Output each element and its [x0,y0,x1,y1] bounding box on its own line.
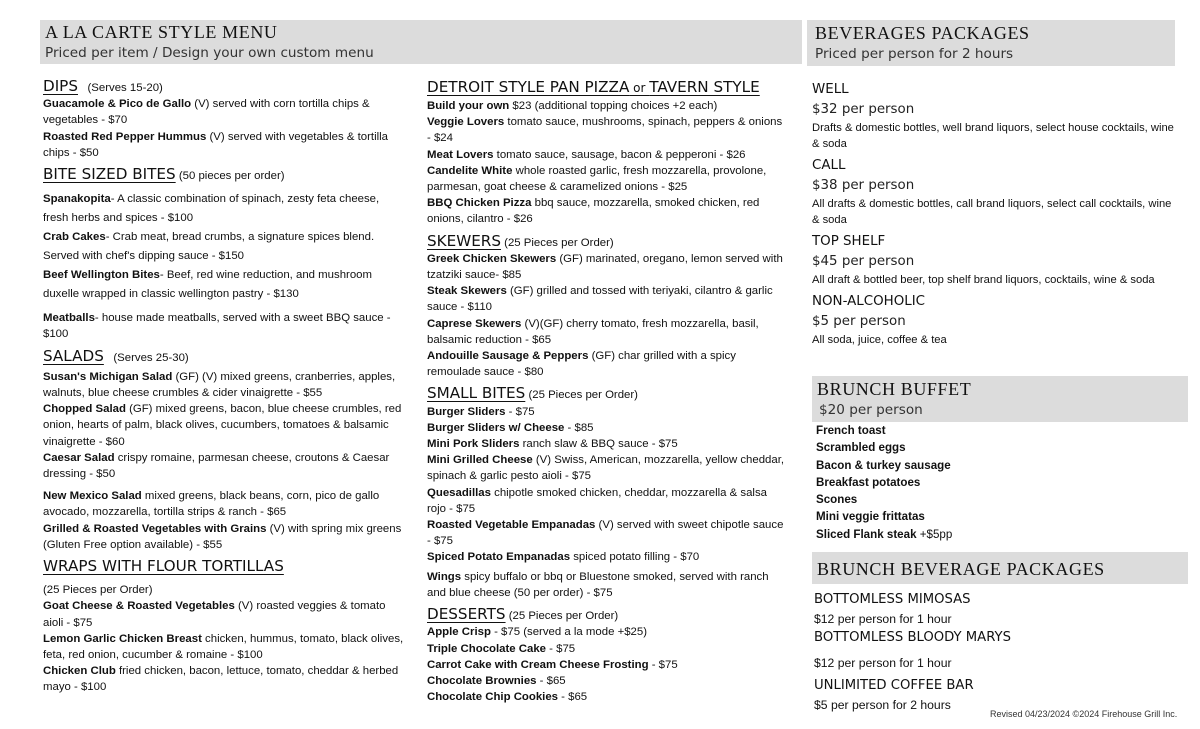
menu-item [427,251,787,283]
item-name: Spiced Potato Empanadas [427,551,571,564]
item-desc: tomato sauce, mushrooms, spinach, peppers & onions - $24 [427,116,783,145]
item-desc: (V) roasted veggies & tomato aioli - $75 [43,600,386,629]
package-well [812,80,1177,152]
item-desc: - $75 (served a la mode +$25) [490,626,648,639]
item-desc: - $65 [558,691,588,704]
menu-item [427,641,787,657]
brunch-upcharge: +$5pp [916,527,953,541]
menu-item [427,673,787,689]
menu-item [427,452,787,484]
package-non-alcoholic [812,292,1177,348]
item-desc: crispy romaine, parmesan cheese, croutons & Caesar dressing - $50 [43,451,390,481]
section-title: SKEWERS [427,231,502,250]
menu-item [427,348,787,380]
package-name: BOTTOMLESS BLOODY MARYS [814,630,1011,645]
brunch-item: Breakfast potatoes [816,475,921,489]
item-desc: - house made meatballs, served with a sweet BBQ sauce - $100 [43,312,391,341]
package-desc: Drafts & domestic bottles, well brand liquors, select house cocktails, wine & soda [812,122,1174,150]
alacarte-subtitle: Priced per item / Design your own custom menu [45,45,374,61]
item-name: Caprese Skewers [427,317,522,330]
menu-item [43,663,405,695]
brunch-header [812,376,1188,422]
pizza-title-or: or [629,81,650,95]
menu-item [427,163,787,195]
item-name: Candelite White [427,164,513,177]
item-name: BBQ Chicken Pizza [427,197,532,210]
item-desc: (GF) grilled and tossed with teriyaki, cilantro & garlic sauce - $110 [427,285,773,314]
item-name: Chocolate Chip Cookies [427,691,559,704]
item-name: Roasted Vegetable Empanadas [427,519,596,532]
bites-section [43,164,405,343]
wraps-section [43,556,405,696]
item-desc: fried chicken, bacon, lettuce, tomato, cheddar & herbed mayo - $100 [43,665,399,694]
section-title: BITE SIZED BITES [43,165,176,184]
package-price: $12 per person for 1 hour [814,612,952,626]
menu-item [427,485,787,517]
item-name: Chopped Salad [43,403,126,416]
beverages-header [807,20,1175,66]
item-desc: mixed greens, black beans, corn, pico de gallo avocado, mozzarella, tortilla strips & ranch - $65 [43,490,380,519]
menu-item [43,266,405,304]
item-name: Carrot Cake with Cream Cheese Frosting [427,658,649,671]
item-name: Apple Crisp [427,626,491,639]
package-desc: All draft & bottled beer, top shelf brand liquors, cocktails, wine & soda [812,274,1155,286]
brunch-item: Bacon & turkey sausage [816,458,951,472]
item-desc: $23 (additional topping choices +2 each) [509,100,718,112]
brunch-items-list [816,422,1176,543]
item-desc: chipotle smoked chicken, cheddar, mozzarella & salsa rojo - $75 [427,486,767,515]
menu-item [427,624,787,640]
menu-item [427,195,787,227]
item-desc: (V) with spring mix greens (Gluten Free option available) - $55 [43,522,402,551]
item-name: Build your own [427,100,510,112]
package-price: $38 per person [812,178,915,193]
package-call [812,156,1177,228]
item-desc: - $65 [536,674,566,687]
brunch-item: French toast [816,424,886,437]
menu-item [43,369,405,401]
brunch-item-flank [816,526,1176,543]
package-top-shelf [812,232,1177,288]
section-title [427,78,760,96]
menu-item [43,310,405,342]
item-desc: (V) Swiss, American, mozzarella, yellow cheddar, spinach & garlic pesto aioli - $75 [427,454,785,483]
brunch-bev-bloody-marys [814,628,1174,672]
item-desc: - $75 [505,405,535,418]
item-name: Caesar Salad [43,451,115,464]
menu-item [43,129,405,161]
alacarte-header [40,20,802,64]
menu-column-left [43,76,405,697]
package-price: $5 per person for 2 hours [814,698,951,712]
package-price: $32 per person [812,102,915,117]
menu-item [427,404,787,420]
menu-item [427,436,787,452]
item-desc: (GF) char grilled with a spicy remoulade sauce - $80 [427,350,736,379]
brunch-item: Scrambled eggs [816,441,906,455]
section-title: SALADS [43,346,104,365]
item-name: Grilled & Roasted Vegetables with Grains [43,522,267,535]
brunch-subtitle: $20 per person [819,402,923,418]
menu-item [427,316,787,348]
item-desc: spicy buffalo or bbq or Bluestone smoked, served with ranch and blue cheese (50 per order) - $75 [427,570,769,599]
item-name: Crab Cakes [43,231,106,244]
brunch-beverage-title: BRUNCH BEVERAGE PACKAGES [817,559,1105,579]
item-desc: - A classic combination of spinach, zesty feta cheese, fresh herbs and spices - $100 [43,193,380,225]
section-note: (25 Pieces per Order) [501,236,614,249]
item-name: Andouille Sausage & Peppers [427,350,589,363]
menu-item [427,420,787,436]
item-desc: - Beef, red wine reduction, and mushroom duxelle wrapped in classic wellington pastry - $130 [43,269,372,301]
item-desc: (V) served with vegetables & tortilla chips - $50 [43,130,389,159]
brunch-item: Scones [816,493,858,507]
menu-item [43,450,405,482]
small-bites-section [427,383,787,601]
item-desc: (V) served with corn tortilla chips & vegetables - $70 [43,98,370,127]
skewers-section [427,231,787,381]
item-desc: (GF) (V) mixed greens, cranberries, apples, walnuts, blue cheese crumbles & cider vinaigrette - $55 [43,370,396,400]
brunch-beverage-header [812,552,1188,584]
package-name: TOP SHELF [812,234,886,249]
menu-item [427,569,787,601]
alacarte-title: A LA CARTE STYLE MENU [45,22,278,42]
pizza-title-a: DETROIT STYLE PAN PIZZA [427,78,630,96]
section-note [81,82,163,94]
item-desc: spiced potato filling - $70 [570,551,700,564]
section-note: (50 pieces per order) [175,170,285,183]
section-note [107,352,189,364]
package-desc: All soda, juice, coffee & tea [812,334,947,346]
item-name: Mini Pork Sliders [427,438,520,451]
section-note: (25 Pieces per Order) [43,584,153,597]
item-name: Lemon Garlic Chicken Breast [43,632,202,645]
menu-item [43,401,405,450]
item-name: Susan's Michigan Salad [43,370,173,383]
item-desc: (GF) marinated, oregano, lemon served with tzatziki sauce- $85 [427,252,783,282]
item-desc: - Crab meat, bread crumbs, a signature spices blend. Served with chef's dipping sauce - $150 [43,231,375,263]
item-desc: chicken, hummus, tomato, black olives, feta, red onion, cucumber & romaine - $100 [43,632,404,662]
item-name: Goat Cheese & Roasted Vegetables [43,600,235,613]
item-desc: whole roasted garlic, fresh mozzarella, provolone, parmesan, goat cheese & caramelized onions - $25 [427,164,767,194]
menu-item [43,521,405,553]
item-name: Chicken Club [43,665,116,678]
dips-section [43,76,405,161]
menu-item [427,114,787,146]
revision-footer: Revised 04/23/2024 ©2024 Firehouse Grill Inc. [990,709,1178,719]
package-price: $45 per person [812,254,915,269]
item-name: Veggie Lovers [427,116,505,129]
menu-item [427,283,787,315]
pizza-section [427,77,787,228]
item-desc: (V) served with sweet chipotle sauce - $75 [427,519,784,548]
menu-item [427,98,787,114]
brunch-item-name: Sliced Flank steak [816,527,917,541]
menu-item [427,517,787,549]
item-name: Greek Chicken Skewers [427,252,557,265]
item-desc: tomato sauce, sausage, bacon & pepperoni - $26 [493,148,746,161]
package-price: $5 per person [812,314,906,329]
brunch-item: Mini veggie frittatas [816,510,925,524]
section-title: DESSERTS [427,605,506,624]
item-desc: ranch slaw & BBQ sauce - $75 [519,438,678,451]
section-title: DIPS [43,77,78,95]
menu-column-middle [427,77,787,706]
item-name: Meatballs [43,312,95,325]
item-desc: - $75 [648,658,678,671]
item-name: Quesadillas [427,486,491,499]
section-note: (25 Pieces per Order) [525,389,638,402]
section-note-text: (Serves 15-20) [87,82,163,94]
item-desc: bbq sauce, mozzarella, smoked chicken, red onions, cilantro - $26 [427,197,760,226]
item-desc: - $85 [564,421,594,434]
package-name: NON-ALCOHOLIC [812,294,925,309]
item-name: Spanakopita [43,193,111,206]
section-title: SMALL BITES [427,384,526,403]
package-name: UNLIMITED COFFEE BAR [814,678,974,693]
item-name: Roasted Red Pepper Hummus [43,130,207,143]
package-name: CALL [812,158,846,173]
package-name: WELL [812,82,849,97]
item-desc: (GF) mixed greens, bacon, blue cheese crumbles, red onion, hearts of palm, black olives, cucumbers, tomatoes & balsamic vinaigrette - $60 [43,403,402,448]
section-title: WRAPS WITH FLOUR TORTILLAS [43,557,284,576]
item-name: Chocolate Brownies [427,674,537,687]
package-desc: All drafts & domestic bottles, call brand liquors, select call cocktails, wine & soda [812,198,1172,226]
salads-section [43,346,405,553]
brunch-bev-mimosas [814,590,1174,628]
item-name: Beef Wellington Bites [43,269,160,282]
menu-item [43,598,405,630]
menu-item [43,631,405,663]
item-name: Burger Sliders w/ Cheese [427,421,565,434]
brunch-title: BRUNCH BUFFET [817,379,972,399]
pizza-title-b: TAVERN STYLE [649,78,760,96]
section-note-text: (Serves 25-30) [113,351,189,364]
item-name: Meat Lovers [427,148,494,161]
menu-item [43,190,405,228]
item-name: Mini Grilled Cheese [427,454,533,467]
item-name: Burger Sliders [427,405,506,418]
menu-item [427,549,787,565]
package-name: BOTTOMLESS MIMOSAS [814,592,971,607]
menu-item [427,147,787,163]
item-name: Guacamole & Pico de Gallo [43,98,192,111]
item-desc: - $75 [546,642,576,655]
desserts-section [427,604,787,705]
item-name: Triple Chocolate Cake [427,642,547,655]
item-name: Steak Skewers [427,285,507,298]
item-name: New Mexico Salad [43,490,142,503]
menu-item [43,96,405,128]
menu-item [427,657,787,673]
beverages-title: BEVERAGES PACKAGES [815,23,1030,43]
section-note: (25 Pieces per Order) [505,610,619,623]
beverages-subtitle: Priced per person for 2 hours [815,46,1014,62]
menu-item [43,228,405,266]
item-name: Wings [427,570,462,583]
package-price: $12 per person for 1 hour [814,656,952,670]
item-desc: (V)(GF) cherry tomato, fresh mozzarella, basil, balsamic reduction - $65 [427,317,759,346]
brunch-beverage-list [814,590,1174,714]
beverage-packages-list [812,80,1177,352]
menu-item [427,689,787,705]
menu-item [43,488,405,520]
